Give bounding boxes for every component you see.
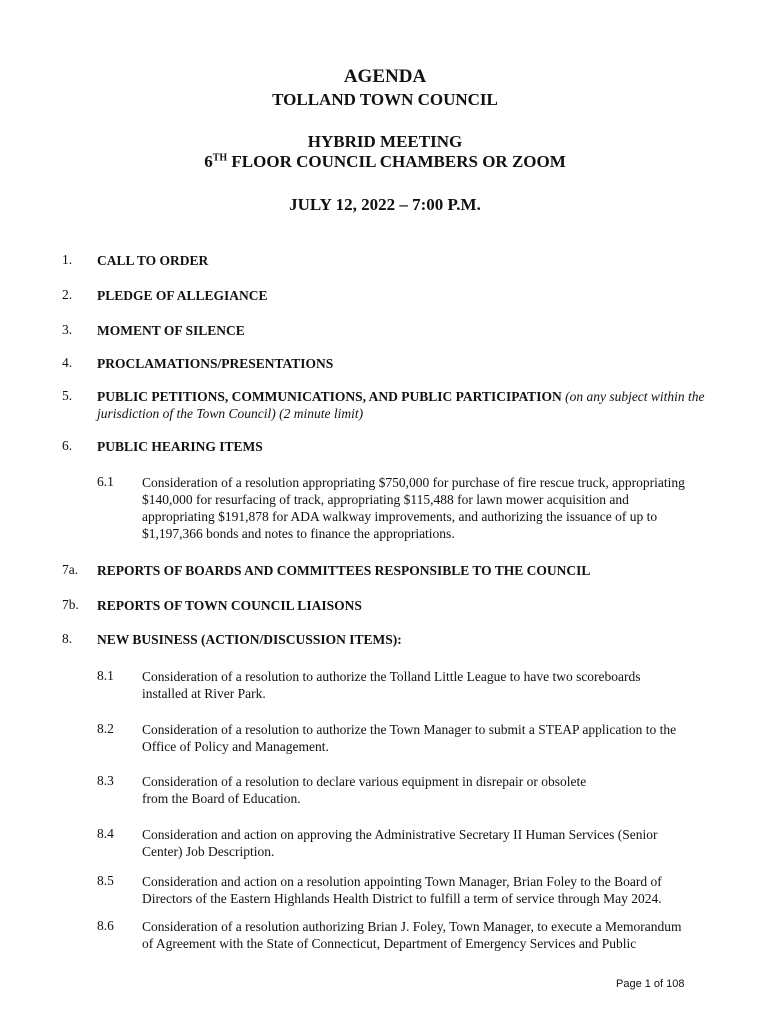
subitem-number: 6.1 — [97, 474, 114, 489]
subitem-number: 8.3 — [97, 773, 114, 788]
subitem-line: Office of Policy and Management. — [142, 739, 329, 754]
subitem-text — [142, 826, 707, 860]
item-number: 7b. — [62, 597, 79, 612]
subitem-line: of Agreement with the State of Connecticut, Department of Emergency Services and Public — [142, 936, 637, 951]
item-title-pledge: PLEDGE OF ALLEGIANCE — [97, 288, 268, 303]
subitem-line: from the Board of Education. — [142, 791, 301, 806]
item-title-new-business: NEW BUSINESS (ACTION/DISCUSSION ITEMS): — [97, 632, 402, 647]
subitem-text — [142, 873, 707, 907]
subitem-number: 8.6 — [97, 918, 114, 933]
meeting-location — [0, 152, 770, 172]
item-number: 5. — [62, 388, 73, 403]
subitem-text — [142, 918, 707, 952]
subitem-line: Consideration and action on approving the Administrative Secretary II Human Services (Senior — [142, 827, 658, 842]
subitem-text — [142, 668, 707, 702]
item-number: 7a. — [62, 562, 79, 577]
subitem-line: Consideration of a resolution to authorize the Tolland Little League to have two scoreboards — [142, 669, 641, 684]
item-title-reports-liaisons: REPORTS OF TOWN COUNCIL LIAISONS — [97, 598, 362, 613]
subitem-line: Consideration of a resolution to authorize the Town Manager to submit a STEAP application to the — [142, 722, 677, 737]
subitem-line: appropriating $191,878 for ADA walkway improvements, and authorizing the issuance of up to — [142, 509, 658, 524]
subitem-text — [142, 721, 707, 755]
subitem-line: Center) Job Description. — [142, 844, 275, 859]
subitem-line: $140,000 for resurfacing of track, appropriating $115,488 for lawn mower acquisition and — [142, 492, 629, 507]
item-number: 4. — [62, 355, 73, 370]
subitem-line: Consideration and action on a resolution appointing Town Manager, Brian Foley to the Board of — [142, 874, 662, 889]
public-petitions-title: PUBLIC PETITIONS, COMMUNICATIONS, AND PUBLIC PARTICIPATION — [97, 389, 562, 404]
subitem-number: 8.2 — [97, 721, 114, 736]
page-number: Page 1 of 108 — [616, 978, 685, 990]
subitem-number: 8.1 — [97, 668, 114, 683]
subitem-text — [142, 474, 707, 542]
item-number: 2. — [62, 287, 73, 302]
item-title-public-hearing: PUBLIC HEARING ITEMS — [97, 439, 263, 454]
subitem-number: 8.5 — [97, 873, 114, 888]
meeting-type: HYBRID MEETING — [307, 132, 463, 151]
item-title-reports-boards: REPORTS OF BOARDS AND COMMITTEES RESPONSIBLE TO THE COUNCIL — [97, 563, 591, 578]
subitem-line: Consideration of a resolution to declare various equipment in disrepair or obsolete — [142, 774, 587, 789]
location-rest: FLOOR COUNCIL CHAMBERS OR ZOOM — [227, 152, 566, 171]
subitem-line: Consideration of a resolution authorizing Brian J. Foley, Town Manager, to execute a Memorandum — [142, 919, 682, 934]
subitem-number: 8.4 — [97, 826, 114, 841]
item-number: 8. — [62, 631, 73, 646]
item-number: 1. — [62, 252, 73, 267]
subitem-text — [142, 773, 707, 807]
subitem-line: $1,197,366 bonds and notes to finance the appropriations. — [142, 526, 455, 541]
subitem-line: Directors of the Eastern Highlands Health District to fulfill a term of service through May 2024. — [142, 891, 662, 906]
item-number: 6. — [62, 438, 73, 453]
item-title-call-to-order: CALL TO ORDER — [97, 253, 209, 268]
location-prefix: 6 — [204, 152, 213, 171]
item-number: 3. — [62, 322, 73, 337]
meeting-date: JULY 12, 2022 – 7:00 P.M. — [289, 195, 481, 214]
subitem-line: Consideration of a resolution appropriating $750,000 for purchase of fire rescue truck, appropriating — [142, 475, 685, 490]
public-petitions-note: (on any subject within the jurisdiction of the Town Council) (2 minute limit) — [97, 389, 705, 421]
item-title-moment-of-silence: MOMENT OF SILENCE — [97, 323, 245, 338]
location-superscript: TH — [212, 152, 228, 164]
item-title-proclamations: PROCLAMATIONS/PRESENTATIONS — [97, 356, 334, 371]
council-name: TOLLAND TOWN COUNCIL — [272, 90, 498, 109]
subitem-line: installed at River Park. — [142, 686, 266, 701]
agenda-heading: AGENDA — [343, 66, 427, 87]
item-title-public-petitions — [97, 388, 707, 422]
